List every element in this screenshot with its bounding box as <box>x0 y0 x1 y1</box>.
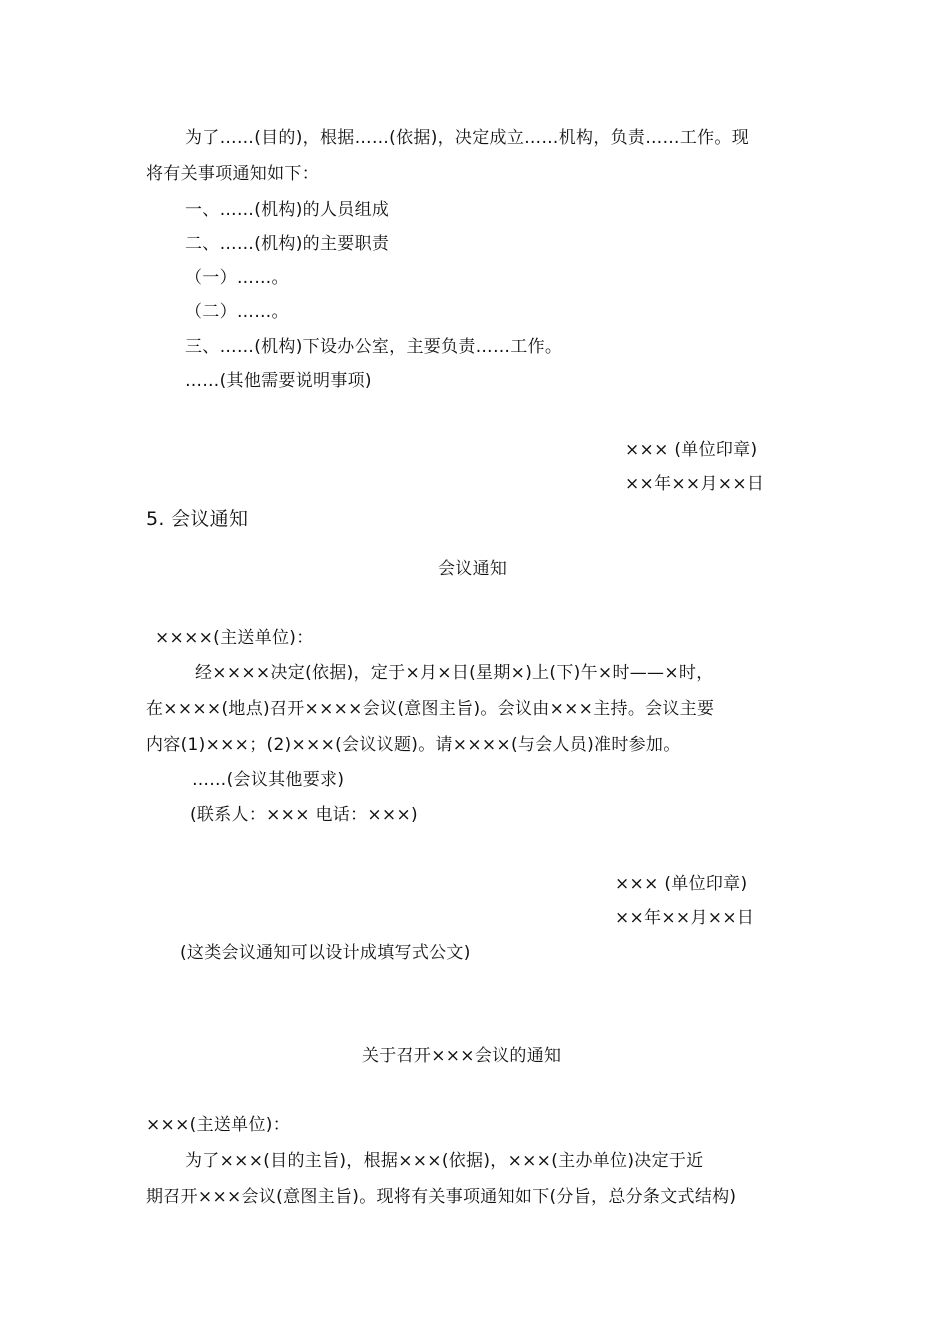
s1-signature: ××× (单位印章) <box>625 440 758 460</box>
s2-signature: ××× (单位印章) <box>615 874 748 894</box>
s1-para1-line1: 为了……(目的)，根据……(依据)，决定成立……机构，负责……工作。现 <box>185 128 750 148</box>
s3-body-line2: 期召开×××会议(意图主旨)。现将有关事项通知如下(分旨，总分条文式结构) <box>146 1187 737 1207</box>
s2-title: 会议通知 <box>438 559 508 579</box>
s1-other: ……(其他需要说明事项) <box>185 371 372 391</box>
section-heading: 5. 会议通知 <box>146 508 249 530</box>
s1-item2: 二、……(机构)的主要职责 <box>185 234 390 254</box>
s2-recipient: ××××(主送单位)： <box>155 628 314 648</box>
s1-sub2: （二）……。 <box>185 302 289 322</box>
s1-para1-line2: 将有关事项通知如下： <box>146 164 319 184</box>
s3-title: 关于召开×××会议的通知 <box>362 1046 562 1066</box>
s1-date: ××年××月××日 <box>625 474 765 494</box>
s1-item1: 一、……(机构)的人员组成 <box>185 200 390 220</box>
s1-item3: 三、……(机构)下设办公室，主要负责……工作。 <box>185 337 563 357</box>
s2-contact: (联系人：××× 电话：×××) <box>190 805 418 825</box>
s2-body-line3: 内容(1)×××；(2)×××(会议议题)。请××××(与会人员)准时参加。 <box>146 735 681 755</box>
s2-note: (这类会议通知可以设计成填写式公文) <box>180 943 471 963</box>
s2-date: ××年××月××日 <box>615 908 755 928</box>
s2-other: ……(会议其他要求) <box>192 770 345 790</box>
s2-body-line2: 在××××(地点)召开××××会议(意图主旨)。会议由×××主持。会议主要 <box>146 699 715 719</box>
s1-sub1: （一）……。 <box>185 268 289 288</box>
s3-body-line1: 为了×××(目的主旨)，根据×××(依据)，×××(主办单位)决定于近 <box>185 1151 704 1171</box>
s2-body-line1: 经××××决定(依据)，定于×月×日(星期×)上(下)午×时——×时， <box>195 663 714 683</box>
s3-recipient: ×××(主送单位)： <box>146 1115 290 1135</box>
